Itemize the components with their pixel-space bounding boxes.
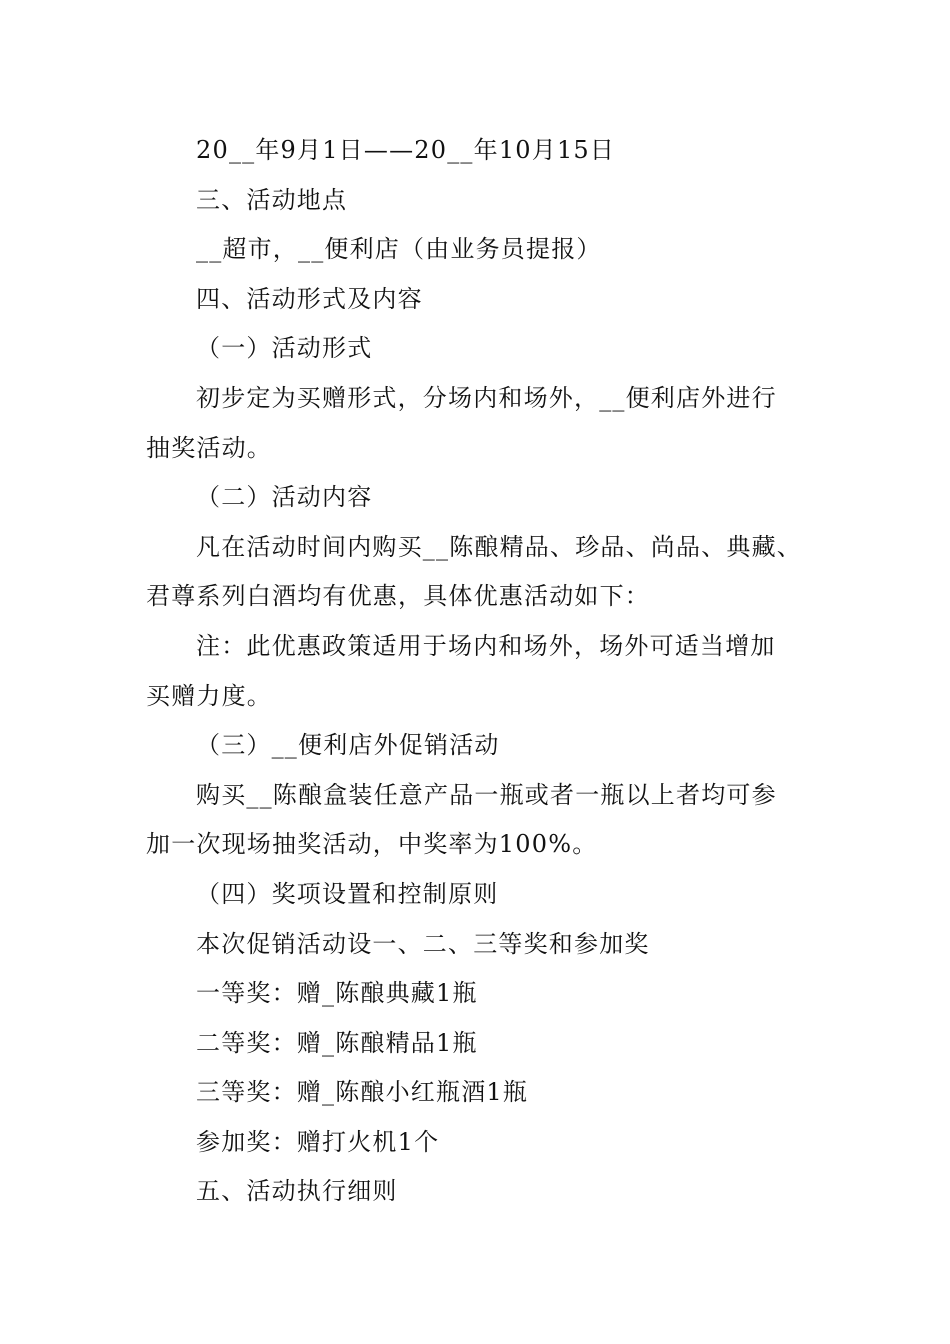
prize-third: 三等奖：赠_陈酿小红瓶酒1瓶 [196, 1078, 529, 1107]
subsection-heading-content: （二）活动内容 [196, 483, 373, 512]
note-line: 买赠力度。 [146, 681, 272, 710]
section-heading-execution: 五、活动执行细则 [196, 1177, 398, 1206]
paragraph-line: 初步定为买赠形式，分场内和场外，__便利店外进行 [196, 383, 777, 412]
paragraph-line: 凡在活动时间内购买__陈酿精品、珍品、尚品、典藏、 [196, 532, 802, 561]
document-body [146, 126, 836, 1217]
subsection-heading-promotion: （三）__便利店外促销活动 [196, 731, 500, 760]
paragraph-line: 本次促销活动设一、二、三等奖和参加奖 [196, 929, 650, 958]
prize-participation: 参加奖：赠打火机1个 [196, 1127, 440, 1156]
prize-first: 一等奖：赠_陈酿典藏1瓶 [196, 979, 478, 1008]
activity-time-range: 20__年9月1日——20__年10月15日 [196, 136, 616, 164]
location-text: __超市，__便利店（由业务员提报） [196, 235, 602, 264]
note-line: 注：此优惠政策适用于场内和场外，场外可适当增加 [196, 631, 776, 660]
prize-second: 二等奖：赠_陈酿精品1瓶 [196, 1028, 478, 1057]
section-heading-location: 三、活动地点 [196, 185, 348, 214]
paragraph-line: 加一次现场抽奖活动，中奖率为100%。 [146, 830, 598, 859]
section-heading-form-content: 四、活动形式及内容 [196, 284, 423, 313]
paragraph-line: 购买__陈酿盒装任意产品一瓶或者一瓶以上者均可参 [196, 780, 777, 809]
paragraph-line: 抽奖活动。 [146, 433, 272, 462]
subsection-heading-prizes: （四）奖项设置和控制原则 [196, 879, 499, 908]
subsection-heading-form: （一）活动形式 [196, 334, 373, 363]
paragraph-line: 君尊系列白酒均有优惠，具体优惠活动如下： [146, 582, 650, 611]
